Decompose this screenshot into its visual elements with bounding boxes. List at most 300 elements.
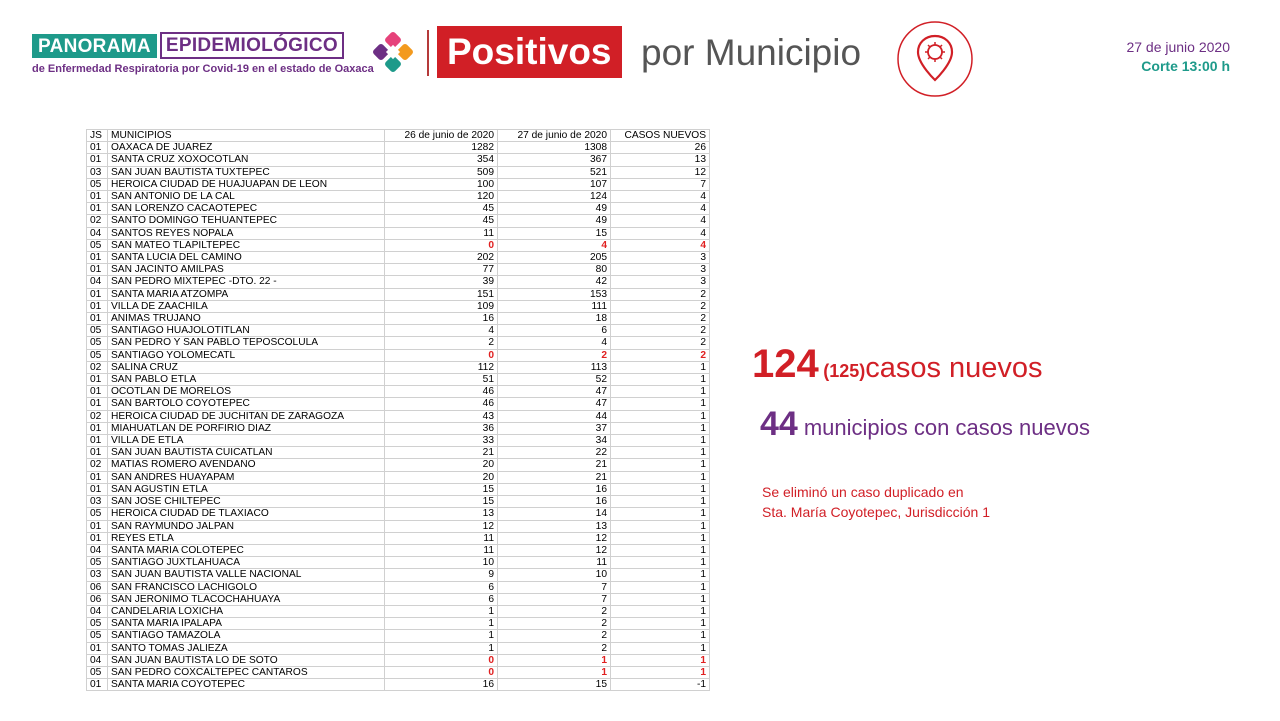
cell-casos-nuevos: 4	[611, 239, 710, 251]
duplicate-note	[762, 482, 990, 522]
cell-municipio: SANTA LUCIA DEL CAMINO	[108, 252, 385, 264]
cell-casos-nuevos: 2	[611, 288, 710, 300]
cell-js: 01	[87, 191, 108, 203]
cell-municipio: OAXACA DE JUAREZ	[108, 142, 385, 154]
cell-municipio: SANTO DOMINGO TEHUANTEPEC	[108, 215, 385, 227]
cell-casos-nuevos: 1	[611, 666, 710, 678]
cell-casos-nuevos: 1	[611, 398, 710, 410]
table-row	[87, 666, 710, 678]
cell-municipio: SAN PEDRO MIXTEPEC -DTO. 22 -	[108, 276, 385, 288]
cell-js: 01	[87, 374, 108, 386]
table-row	[87, 532, 710, 544]
cell-casos-nuevos: 3	[611, 252, 710, 264]
cell-26-junio: 46	[385, 398, 498, 410]
brand-subtitle: de Enfermedad Respiratoria por Covid-19 en el estado de Oaxaca	[32, 63, 374, 75]
cell-municipio: SANTIAGO JUXTLAHUACA	[108, 557, 385, 569]
cell-26-junio: 0	[385, 654, 498, 666]
table-row	[87, 459, 710, 471]
note-line-2: Sta. María Coyotepec, Jurisdicción 1	[762, 504, 990, 520]
table-row	[87, 630, 710, 642]
table-row	[87, 654, 710, 666]
cell-27-junio: 12	[498, 544, 611, 556]
cell-js: 05	[87, 666, 108, 678]
col-js: JS	[87, 130, 108, 142]
cell-js: 05	[87, 239, 108, 251]
cell-casos-nuevos: 1	[611, 496, 710, 508]
cell-municipio: SAN JUAN BAUTISTA CUICATLAN	[108, 447, 385, 459]
cell-municipio: SAN MATEO TLAPILTEPEC	[108, 239, 385, 251]
cell-casos-nuevos: 1	[611, 508, 710, 520]
table-row	[87, 569, 710, 581]
table-row	[87, 386, 710, 398]
cell-27-junio: 2	[498, 605, 611, 617]
col-26-junio: 26 de junio de 2020	[385, 130, 498, 142]
table-row	[87, 337, 710, 349]
cell-27-junio: 111	[498, 300, 611, 312]
cell-js: 01	[87, 532, 108, 544]
cell-casos-nuevos: 1	[611, 605, 710, 617]
table-row	[87, 679, 710, 691]
cell-27-junio: 6	[498, 325, 611, 337]
cell-casos-nuevos: 1	[611, 422, 710, 434]
cell-26-junio: 16	[385, 313, 498, 325]
cell-js: 01	[87, 300, 108, 312]
cell-casos-nuevos: 1	[611, 630, 710, 642]
cell-27-junio: 14	[498, 508, 611, 520]
cell-26-junio: 1	[385, 642, 498, 654]
cell-casos-nuevos: 1	[611, 435, 710, 447]
cell-27-junio: 124	[498, 191, 611, 203]
table-row	[87, 422, 710, 434]
cell-27-junio: 44	[498, 410, 611, 422]
cell-municipio: VILLA DE ZAACHILA	[108, 300, 385, 312]
cell-municipio: SAN JERONIMO TLACOCHAHUAYA	[108, 593, 385, 605]
cell-js: 01	[87, 483, 108, 495]
cell-27-junio: 47	[498, 398, 611, 410]
table-body	[87, 142, 710, 691]
table-row	[87, 349, 710, 361]
cell-municipio: MATIAS ROMERO AVENDAÑO	[108, 459, 385, 471]
cell-27-junio: 15	[498, 679, 611, 691]
cell-js: 04	[87, 227, 108, 239]
cell-26-junio: 354	[385, 154, 498, 166]
title-positivos: Positivos	[437, 26, 622, 78]
cell-municipio: HEROICA CIUDAD DE JUCHITAN DE ZARAGOZA	[108, 410, 385, 422]
table-row	[87, 203, 710, 215]
cell-casos-nuevos: 1	[611, 544, 710, 556]
cell-js: 03	[87, 166, 108, 178]
cell-26-junio: 12	[385, 520, 498, 532]
table-row	[87, 142, 710, 154]
new-cases-summary	[752, 342, 1043, 387]
cell-26-junio: 33	[385, 435, 498, 447]
cell-js: 02	[87, 459, 108, 471]
table-row	[87, 154, 710, 166]
cell-26-junio: 1	[385, 630, 498, 642]
cell-municipio: SAN PEDRO Y SAN PABLO TEPOSCOLULA	[108, 337, 385, 349]
table-row	[87, 374, 710, 386]
table-row	[87, 496, 710, 508]
cell-26-junio: 100	[385, 178, 498, 190]
cell-casos-nuevos: 2	[611, 337, 710, 349]
municipalities-count: 44	[760, 405, 798, 443]
table-row	[87, 313, 710, 325]
cell-26-junio: 6	[385, 581, 498, 593]
cell-js: 01	[87, 252, 108, 264]
cell-js: 05	[87, 630, 108, 642]
table-row	[87, 325, 710, 337]
brand-epidemiologico: EPIDEMIOLÓGICO	[160, 32, 344, 59]
cell-27-junio: 1	[498, 654, 611, 666]
cell-casos-nuevos: 2	[611, 300, 710, 312]
cell-27-junio: 80	[498, 264, 611, 276]
cell-casos-nuevos: 3	[611, 276, 710, 288]
cell-27-junio: 13	[498, 520, 611, 532]
table-row	[87, 166, 710, 178]
cell-27-junio: 113	[498, 361, 611, 373]
cell-js: 01	[87, 386, 108, 398]
table-row	[87, 252, 710, 264]
cell-27-junio: 4	[498, 337, 611, 349]
cell-26-junio: 10	[385, 557, 498, 569]
cell-municipio: SANTIAGO HUAJOLOTITLAN	[108, 325, 385, 337]
cell-municipio: SALINA CRUZ	[108, 361, 385, 373]
cell-municipio: SAN JOSE CHILTEPEC	[108, 496, 385, 508]
new-cases-label: casos nuevos	[865, 352, 1043, 384]
cell-27-junio: 52	[498, 374, 611, 386]
cell-casos-nuevos: 4	[611, 191, 710, 203]
cell-26-junio: 1	[385, 605, 498, 617]
cell-27-junio: 47	[498, 386, 611, 398]
cell-js: 01	[87, 203, 108, 215]
cell-js: 06	[87, 593, 108, 605]
cell-26-junio: 9	[385, 569, 498, 581]
table-row	[87, 288, 710, 300]
cell-municipio: HEROICA CIUDAD DE TLAXIACO	[108, 508, 385, 520]
cell-26-junio: 112	[385, 361, 498, 373]
cell-municipio: SANTIAGO TAMAZOLA	[108, 630, 385, 642]
table-row	[87, 215, 710, 227]
cell-js: 03	[87, 496, 108, 508]
cell-js: 01	[87, 398, 108, 410]
cell-26-junio: 36	[385, 422, 498, 434]
cell-27-junio: 367	[498, 154, 611, 166]
cell-casos-nuevos: 1	[611, 618, 710, 630]
cell-27-junio: 49	[498, 215, 611, 227]
cell-js: 01	[87, 264, 108, 276]
title-por-municipio: por Municipio	[641, 32, 862, 73]
cell-municipio: SANTO TOMAS JALIEZA	[108, 642, 385, 654]
cell-casos-nuevos: 1	[611, 581, 710, 593]
cell-26-junio: 20	[385, 459, 498, 471]
table-row	[87, 361, 710, 373]
cell-27-junio: 21	[498, 459, 611, 471]
cell-27-junio: 42	[498, 276, 611, 288]
cell-js: 01	[87, 679, 108, 691]
cell-municipio: SANTOS REYES NOPALA	[108, 227, 385, 239]
cell-27-junio: 2	[498, 349, 611, 361]
cell-casos-nuevos: 1	[611, 374, 710, 386]
cell-casos-nuevos: 4	[611, 203, 710, 215]
cell-26-junio: 0	[385, 239, 498, 251]
municipalities-summary	[760, 405, 1090, 444]
cell-municipio: SANTA MARIA COLOTEPEC	[108, 544, 385, 556]
cell-casos-nuevos: 4	[611, 215, 710, 227]
cell-casos-nuevos: -1	[611, 679, 710, 691]
date-block	[1126, 38, 1230, 76]
cell-casos-nuevos: 1	[611, 459, 710, 471]
cell-26-junio: 2	[385, 337, 498, 349]
cell-26-junio: 11	[385, 544, 498, 556]
table-row	[87, 593, 710, 605]
report-date: 27 de junio 2020	[1126, 39, 1230, 55]
cell-js: 05	[87, 178, 108, 190]
cell-casos-nuevos: 2	[611, 313, 710, 325]
cell-26-junio: 6	[385, 593, 498, 605]
cell-js: 01	[87, 447, 108, 459]
cell-27-junio: 11	[498, 557, 611, 569]
cell-27-junio: 1308	[498, 142, 611, 154]
cell-js: 06	[87, 581, 108, 593]
cell-casos-nuevos: 3	[611, 264, 710, 276]
cell-27-junio: 2	[498, 642, 611, 654]
cell-26-junio: 509	[385, 166, 498, 178]
cell-municipio: VILLA DE ETLA	[108, 435, 385, 447]
cell-27-junio: 16	[498, 483, 611, 495]
cell-casos-nuevos: 1	[611, 447, 710, 459]
cell-26-junio: 1	[385, 618, 498, 630]
cell-27-junio: 15	[498, 227, 611, 239]
cell-municipio: SANTA CRUZ XOXOCOTLAN	[108, 154, 385, 166]
cell-casos-nuevos: 1	[611, 557, 710, 569]
col-27-junio: 27 de junio de 2020	[498, 130, 611, 142]
cell-casos-nuevos: 26	[611, 142, 710, 154]
cell-municipio: SAN JUAN BAUTISTA VALLE NACIONAL	[108, 569, 385, 581]
table-row	[87, 544, 710, 556]
cell-js: 02	[87, 410, 108, 422]
cell-js: 04	[87, 654, 108, 666]
cell-27-junio: 153	[498, 288, 611, 300]
cell-26-junio: 11	[385, 227, 498, 239]
cell-26-junio: 77	[385, 264, 498, 276]
cell-js: 05	[87, 349, 108, 361]
cell-casos-nuevos: 2	[611, 349, 710, 361]
cell-municipio: SAN PEDRO COXCALTEPEC CANTAROS	[108, 666, 385, 678]
cell-js: 01	[87, 288, 108, 300]
cell-casos-nuevos: 1	[611, 642, 710, 654]
cell-26-junio: 39	[385, 276, 498, 288]
cell-26-junio: 0	[385, 666, 498, 678]
cell-municipio: SAN LORENZO CACAOTEPEC	[108, 203, 385, 215]
cell-municipio: SAN ANDRES HUAYAPAM	[108, 471, 385, 483]
cell-municipio: SAN PABLO ETLA	[108, 374, 385, 386]
table-row	[87, 264, 710, 276]
cell-27-junio: 37	[498, 422, 611, 434]
cell-municipio: OCOTLAN DE MORELOS	[108, 386, 385, 398]
new-cases-count: 124	[752, 342, 819, 386]
cell-27-junio: 16	[498, 496, 611, 508]
cell-26-junio: 46	[385, 386, 498, 398]
cell-26-junio: 15	[385, 483, 498, 495]
cutoff-time: Corte 13:00 h	[1141, 58, 1230, 74]
table-row	[87, 227, 710, 239]
table-row	[87, 398, 710, 410]
cell-casos-nuevos: 7	[611, 178, 710, 190]
table-row	[87, 178, 710, 190]
cell-municipio: MIAHUATLAN DE PORFIRIO DIAZ	[108, 422, 385, 434]
table-row	[87, 581, 710, 593]
cell-js: 05	[87, 508, 108, 520]
cell-26-junio: 45	[385, 215, 498, 227]
cell-municipio: ANIMAS TRUJANO	[108, 313, 385, 325]
cell-js: 01	[87, 154, 108, 166]
table-row	[87, 642, 710, 654]
cell-27-junio: 205	[498, 252, 611, 264]
cell-js: 01	[87, 422, 108, 434]
cell-casos-nuevos: 1	[611, 410, 710, 422]
cell-js: 05	[87, 618, 108, 630]
table-row	[87, 300, 710, 312]
cell-municipio: SANTIAGO YOLOMECATL	[108, 349, 385, 361]
cell-27-junio: 21	[498, 471, 611, 483]
cell-municipio: SANTA MARIA IPALAPA	[108, 618, 385, 630]
cell-27-junio: 34	[498, 435, 611, 447]
table-row	[87, 483, 710, 495]
cell-js: 02	[87, 215, 108, 227]
col-casos-nuevos: CASOS NUEVOS	[611, 130, 710, 142]
col-municipios: MUNICIPIOS	[108, 130, 385, 142]
cell-js: 02	[87, 361, 108, 373]
cell-26-junio: 11	[385, 532, 498, 544]
cell-municipio: CANDELARIA LOXICHA	[108, 605, 385, 617]
cell-27-junio: 1	[498, 666, 611, 678]
cell-26-junio: 21	[385, 447, 498, 459]
cell-municipio: SAN RAYMUNDO JALPAN	[108, 520, 385, 532]
cell-casos-nuevos: 1	[611, 361, 710, 373]
cell-municipio: SAN ANTONIO DE LA CAL	[108, 191, 385, 203]
cell-js: 04	[87, 276, 108, 288]
cell-casos-nuevos: 1	[611, 520, 710, 532]
municipalities-label: municipios con casos nuevos	[803, 415, 1090, 440]
cell-26-junio: 45	[385, 203, 498, 215]
municipalities-table	[86, 129, 706, 691]
cell-municipio: SAN JUAN BAUTISTA LO DE SOTO	[108, 654, 385, 666]
cell-27-junio: 2	[498, 618, 611, 630]
cell-26-junio: 0	[385, 349, 498, 361]
cell-js: 03	[87, 569, 108, 581]
cell-26-junio: 109	[385, 300, 498, 312]
cell-municipio: SANTA MARIA COYOTEPEC	[108, 679, 385, 691]
cell-casos-nuevos: 1	[611, 532, 710, 544]
cell-js: 01	[87, 313, 108, 325]
cell-municipio: SAN AGUSTIN ETLA	[108, 483, 385, 495]
cell-27-junio: 22	[498, 447, 611, 459]
cell-27-junio: 18	[498, 313, 611, 325]
cell-municipio: HEROICA CIUDAD DE HUAJUAPAN DE LEON	[108, 178, 385, 190]
cell-27-junio: 10	[498, 569, 611, 581]
cell-26-junio: 43	[385, 410, 498, 422]
table-row	[87, 410, 710, 422]
cell-municipio: SAN FRANCISCO LACHIGOLO	[108, 581, 385, 593]
cell-municipio: SAN JUAN BAUTISTA TUXTEPEC	[108, 166, 385, 178]
cell-26-junio: 202	[385, 252, 498, 264]
cell-26-junio: 15	[385, 496, 498, 508]
cell-js: 01	[87, 520, 108, 532]
cell-municipio: REYES ETLA	[108, 532, 385, 544]
table-row	[87, 276, 710, 288]
cell-municipio: SAN JACINTO AMILPAS	[108, 264, 385, 276]
cell-casos-nuevos: 13	[611, 154, 710, 166]
cell-27-junio: 7	[498, 593, 611, 605]
diamond-logo-icon	[370, 28, 416, 76]
cell-js: 05	[87, 337, 108, 349]
cell-26-junio: 1282	[385, 142, 498, 154]
table-row	[87, 447, 710, 459]
cell-27-junio: 4	[498, 239, 611, 251]
table-row	[87, 520, 710, 532]
cell-casos-nuevos: 1	[611, 593, 710, 605]
cell-js: 04	[87, 544, 108, 556]
table-row	[87, 605, 710, 617]
note-line-1: Se eliminó un caso duplicado en	[762, 484, 964, 500]
virus-location-pin-icon	[896, 20, 974, 98]
cell-casos-nuevos: 1	[611, 471, 710, 483]
cell-js: 04	[87, 605, 108, 617]
brand-logo	[32, 32, 374, 75]
cell-26-junio: 20	[385, 471, 498, 483]
cell-js: 01	[87, 142, 108, 154]
cell-27-junio: 12	[498, 532, 611, 544]
header-separator	[427, 30, 429, 76]
cell-26-junio: 16	[385, 679, 498, 691]
cell-casos-nuevos: 4	[611, 227, 710, 239]
table-header-row	[87, 130, 710, 142]
cell-27-junio: 49	[498, 203, 611, 215]
cell-casos-nuevos: 1	[611, 386, 710, 398]
table-row	[87, 508, 710, 520]
cell-27-junio: 107	[498, 178, 611, 190]
cell-js: 01	[87, 435, 108, 447]
new-cases-paren: (125)	[823, 361, 866, 381]
cell-municipio: SANTA MARIA ATZOMPA	[108, 288, 385, 300]
cell-casos-nuevos: 1	[611, 654, 710, 666]
cell-js: 01	[87, 471, 108, 483]
table-row	[87, 471, 710, 483]
cell-casos-nuevos: 12	[611, 166, 710, 178]
cell-casos-nuevos: 2	[611, 325, 710, 337]
table-row	[87, 618, 710, 630]
table-row	[87, 191, 710, 203]
table-row	[87, 435, 710, 447]
table-row	[87, 239, 710, 251]
cell-casos-nuevos: 1	[611, 483, 710, 495]
cell-js: 01	[87, 642, 108, 654]
cell-26-junio: 4	[385, 325, 498, 337]
cell-27-junio: 521	[498, 166, 611, 178]
cell-js: 05	[87, 557, 108, 569]
cell-26-junio: 151	[385, 288, 498, 300]
cell-casos-nuevos: 1	[611, 569, 710, 581]
cell-26-junio: 120	[385, 191, 498, 203]
cell-26-junio: 13	[385, 508, 498, 520]
cell-municipio: SAN BARTOLO COYOTEPEC	[108, 398, 385, 410]
cell-js: 05	[87, 325, 108, 337]
cell-27-junio: 2	[498, 630, 611, 642]
cell-27-junio: 7	[498, 581, 611, 593]
table-row	[87, 557, 710, 569]
brand-panorama: PANORAMA	[32, 34, 157, 58]
cell-26-junio: 51	[385, 374, 498, 386]
